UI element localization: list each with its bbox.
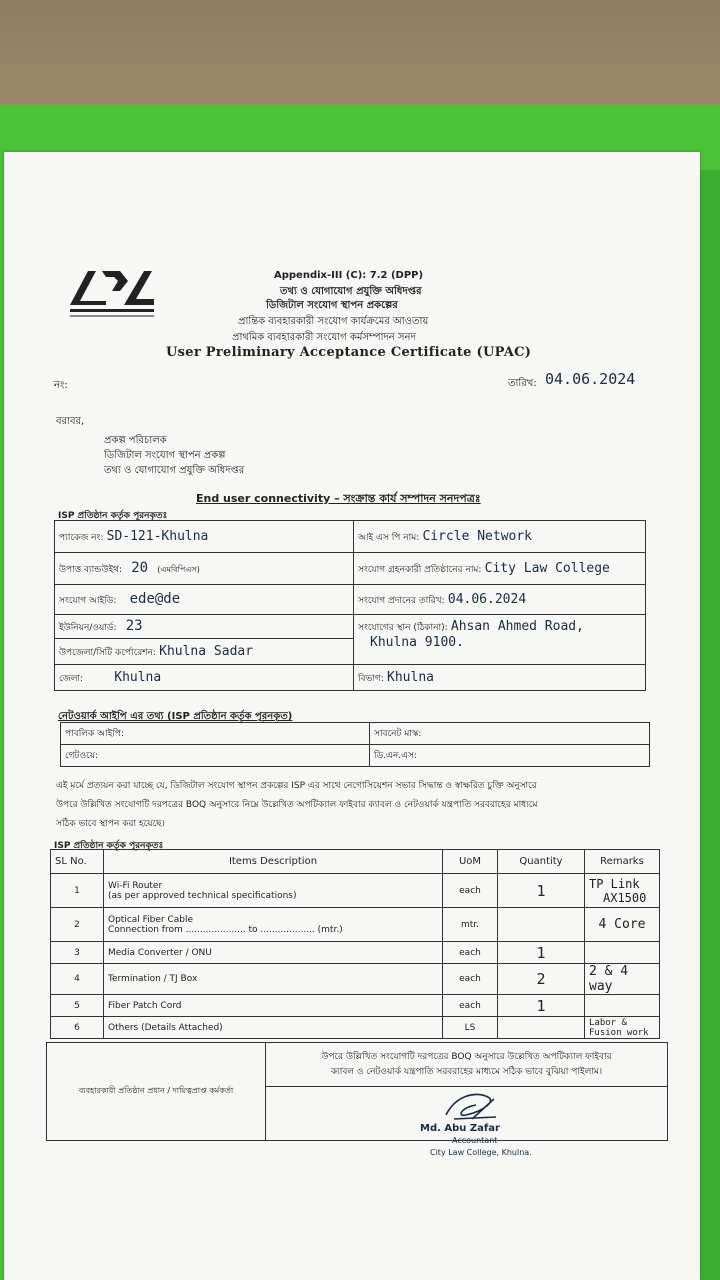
connection-id-cell: সংযোগ আইডি: ede@de — [55, 585, 354, 615]
union-cell: ইউনিয়ন/ওয়ার্ড: 23 — [55, 615, 354, 639]
items-header-row — [51, 850, 660, 874]
row-quantity: 2 — [498, 964, 585, 995]
row-sl: 1 — [51, 874, 104, 908]
signature-icon — [436, 1089, 506, 1125]
row-quantity: 1 — [498, 995, 585, 1017]
upazila-cell: উপজেলা/সিটি কর্পোরেশন: Khulna Sadar — [55, 639, 354, 665]
signatory-designation: Accountant — [452, 1136, 498, 1145]
appendix-line: Appendix-III (C): 7.2 (DPP) — [274, 270, 424, 281]
header-line-4: প্রাথমিক ব্যবহারকারী সংযোগ কর্মসম্পাদন সনদ — [232, 332, 416, 343]
connection-place-cell: সংযোগের স্থান (ঠিকানা): Ahsan Ahmed Road, Khulna 9100. — [354, 615, 646, 665]
row-uom: each — [443, 942, 498, 964]
subnet-cell: সাবনেট মাস্ক: — [370, 723, 650, 745]
row-remarks: 2 & 4 way — [585, 964, 660, 995]
division-cell: বিভাগ: Khulna — [354, 665, 646, 691]
row-description: Others (Details Attached) — [104, 1017, 443, 1039]
header-sl: SL No. — [51, 850, 104, 874]
bandwidth-cell: উপাত্ত ব্যান্ডউইথ: 20 (এমবিপিএস) — [55, 553, 354, 585]
gateway-cell: গেটওয়ে: — [61, 745, 370, 767]
certificate-title: User Preliminary Acceptance Certificate (UPAC) — [166, 345, 532, 360]
row-uom: each — [443, 874, 498, 908]
row-description: Termination / TJ Box — [104, 964, 443, 995]
district-cell: জেলা: Khulna — [55, 665, 354, 691]
greeting: বরাবর, — [56, 416, 85, 427]
header-line-1: তথ্য ও যোগাযোগ প্রযুক্তি অধিদপ্তর — [280, 286, 422, 297]
row-remarks: Labor & Fusion work — [585, 1017, 660, 1039]
network-title: নেটওয়ার্ক আইপি এর তথ্য (ISP প্রতিষ্ঠান কর্তৃক পূরনকৃত) — [58, 711, 293, 722]
dns-cell: ডি.এন.এস: — [370, 745, 650, 767]
row-uom: mtr. — [443, 908, 498, 942]
connection-date-cell: সংযোগ প্রদানের তারিখ: 04.06.2024 — [354, 585, 646, 615]
items-fill-label: ISP প্রতিষ্ঠান কর্তৃক পূরনকৃতঃ — [54, 841, 164, 851]
row-quantity: 1 — [498, 874, 585, 908]
signatory-organization: City Law College, Khulna. — [430, 1148, 532, 1157]
isp-name-cell: আই এস পি নাম: Circle Network — [354, 521, 646, 553]
row-description: Fiber Patch Cord — [104, 995, 443, 1017]
header-line-2: ডিজিটাল সংযোগ স্থাপন প্রকল্পের — [266, 300, 398, 311]
header-quantity: Quantity — [498, 850, 585, 874]
addressee-line-1: প্রকল্প পরিচালক — [104, 435, 167, 446]
date-label: তারিখ: — [508, 378, 537, 389]
isp-fill-label: ISP প্রতিষ্ঠান কর্তৃক পূরনকৃতঃ — [58, 511, 168, 521]
row-uom: LS — [443, 1017, 498, 1039]
row-description: Wi-Fi Router (as per approved technical specifications) — [104, 874, 443, 908]
acknowledge-table — [46, 1042, 668, 1141]
row-remarks — [585, 995, 660, 1017]
certificate-paper — [4, 152, 700, 1280]
header-line-3: প্রান্তিক ব্যবহারকারী সংযোগ কার্যক্রমের আওতায় — [238, 316, 429, 327]
row-sl: 6 — [51, 1017, 104, 1039]
row-sl: 3 — [51, 942, 104, 964]
recipient-cell: সংযোগ গ্রহনকারী প্রতিষ্ঠানের নাম: City Law College — [354, 553, 646, 585]
row-description: Media Converter / ONU — [104, 942, 443, 964]
signature-cell — [266, 1087, 668, 1141]
row-sl: 4 — [51, 964, 104, 995]
date-value: 04.06.2024 — [545, 370, 636, 388]
row-description: Optical Fiber Cable Connection from ..................... to ................... (mtr.) — [104, 908, 443, 942]
header-uom: UoM — [443, 850, 498, 874]
addressee-line-2: ডিজিটাল সংযোগ স্থাপন প্রকল্প — [104, 450, 226, 461]
row-sl: 5 — [51, 995, 104, 1017]
section-title: End user connectivity – সংক্রান্ত কার্য সম্পাদন সনদপত্রঃ — [196, 492, 481, 505]
edc-logo-icon — [66, 265, 156, 323]
info-table — [54, 520, 646, 691]
table-row — [51, 874, 660, 908]
items-table — [50, 849, 660, 1039]
declaration-line-2: উপরে উল্লিখিত সংযোগটি দরপত্রের BOQ অনুসারে নিম্নে উল্লেখিত অপটিক্যাল ফাইবার ক্যাবল ও নেটওয়ার্ক যন্ত্রপাতি সরবরাহের মাধ্যমে — [56, 800, 538, 810]
addressee-line-3: তথ্য ও যোগাযোগ প্রযুক্তি অধিদপ্তর — [104, 465, 245, 476]
row-uom: each — [443, 995, 498, 1017]
row-remarks: 4 Core — [585, 908, 660, 942]
table-row — [51, 995, 660, 1017]
row-quantity — [498, 1017, 585, 1039]
row-uom: each — [443, 964, 498, 995]
table-row — [51, 908, 660, 942]
ref-no-label: নং: — [54, 380, 68, 391]
public-ip-cell: পাবলিক আইপি: — [61, 723, 370, 745]
header-description: Items Description — [104, 850, 443, 874]
row-sl: 2 — [51, 908, 104, 942]
package-cell: প্যাকেজ নং: SD-121-Khulna — [55, 521, 354, 553]
row-remarks: TP Link AX1500 — [585, 874, 660, 908]
header-remarks: Remarks — [585, 850, 660, 874]
table-row — [51, 1017, 660, 1039]
row-quantity: 1 — [498, 942, 585, 964]
table-row — [51, 942, 660, 964]
network-table — [60, 722, 650, 767]
row-remarks — [585, 942, 660, 964]
signatory-name: Md. Abu Zafar — [420, 1123, 500, 1134]
recipient-official-label: ব্যবহারকারী প্রতিষ্ঠান প্রধান / দায়িত্বপ্রাপ্ত কর্মকর্তা — [47, 1043, 266, 1141]
table-row — [51, 964, 660, 995]
row-quantity — [498, 908, 585, 942]
declaration-line-1: এই মর্মে প্রত্যয়ন করা যাচ্ছে যে, ডিজিটাল সংযোগ স্থাপন প্রকল্পের ISP এর সাথে নেগোসিয়েশন সভার সিদ্ধান্ত ও স্বাক্ষরিত চুক্তি অনুসারে — [56, 781, 537, 791]
acknowledge-text: উপরে উল্লিখিত সংযোগটি দরপত্রের BOQ অনুসারে উল্লেখিত অপটিক্যাল ফাইবার ক্যাবল ও নেটওয়ার্ক যন্ত্রপাতি সরবরাহের মাধ্যমে সঠিক ভাবে বুঝিয়া পাইলাম। — [266, 1043, 668, 1087]
declaration-line-3: সঠিক ভাবে স্থাপন করা হয়েছে। — [56, 819, 165, 829]
